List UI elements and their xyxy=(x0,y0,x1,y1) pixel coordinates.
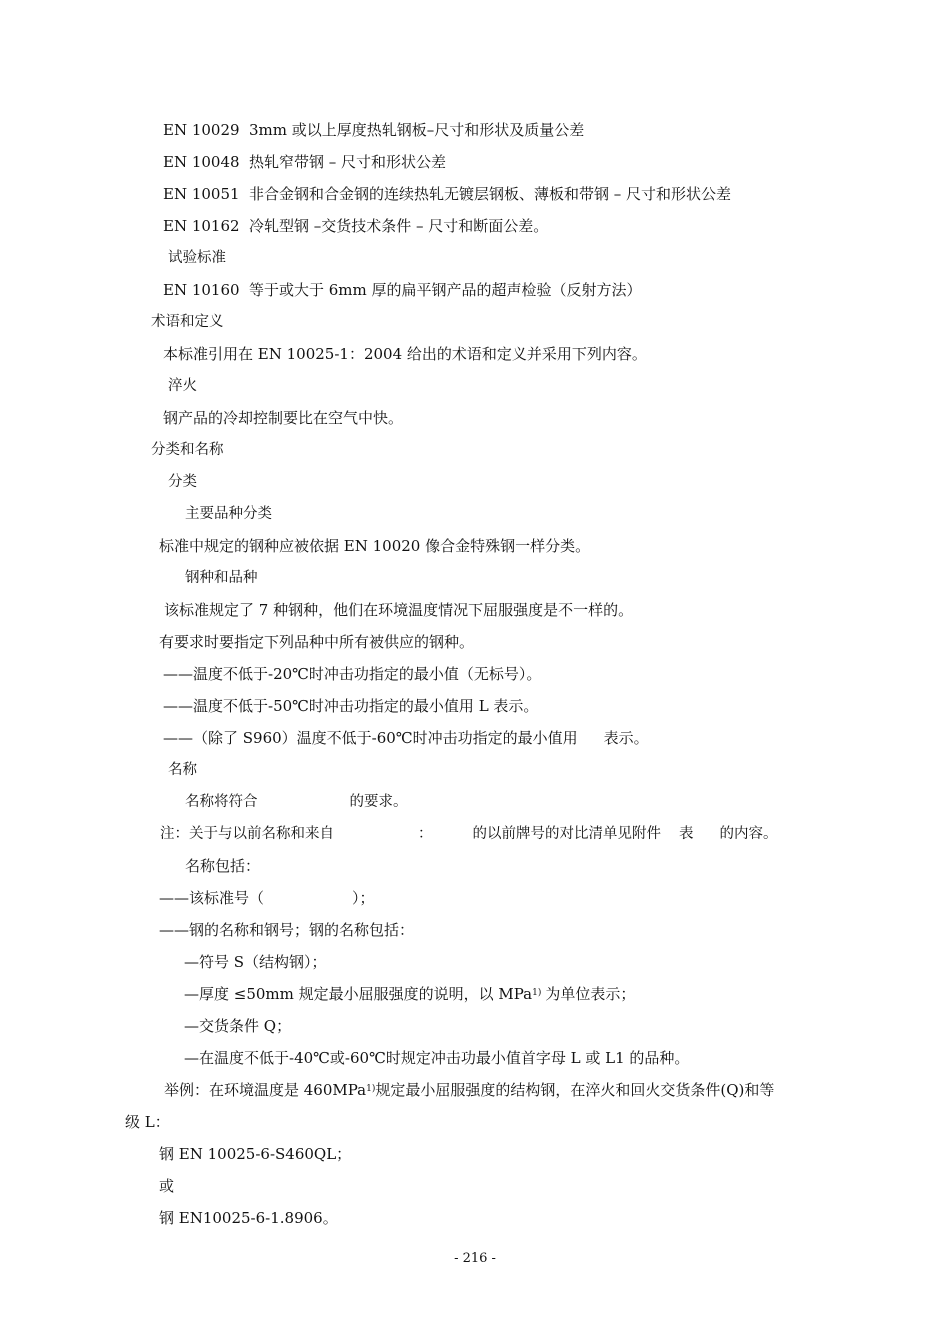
ref-en10162 xyxy=(163,217,548,235)
thickness-text: —厚度 ≤50mm 规定最小屈服强度的说明，以 MPa xyxy=(184,985,533,1003)
example-text-b: 规定最小屈服强度的结构钢，在淬火和回火交货条件(Q)和等 xyxy=(375,1081,775,1099)
standard-number-text: ）； xyxy=(352,889,375,907)
terms-text: 本标准引用在 EN 10025-1：2004 给出的术语和定义并采用下列内容。 xyxy=(163,345,647,363)
designation-text-a: 名称将符合 xyxy=(185,794,258,810)
standard-number-item xyxy=(159,889,375,907)
grade-item: ——温度不低于-20℃时冲击功指定的最小值（无标号）。 xyxy=(163,665,542,683)
designation-note xyxy=(160,825,778,843)
ref-title: 非合金钢和合金钢的连续热轧无镀层钢板、薄板和带钢 – 尺寸和形状公差 xyxy=(249,185,732,203)
ref-en10029 xyxy=(163,121,584,139)
classification-designation-heading: 分类和名称 xyxy=(151,442,224,458)
thickness-text: 为单位表示； xyxy=(545,985,636,1003)
temperature-subitem: —在温度不低于-40℃或-60℃时规定冲击功最小值首字母 L 或 L1 的品种。 xyxy=(184,1049,690,1067)
grade-item-text: ——（除了 S960）温度不低于-60℃时冲击功指定的最小值用 xyxy=(163,729,578,747)
ref-en10051 xyxy=(163,185,731,203)
grades-heading: 钢种和品种 xyxy=(185,570,258,586)
standard-number-text: ——该标准号（ xyxy=(159,889,265,907)
main-classes-text: 标准中规定的钢种应被依据 EN 10020 像合金特殊钢一样分类。 xyxy=(159,537,591,555)
grade-item-text: 表示。 xyxy=(603,729,649,747)
ref-code: EN 10048 xyxy=(163,153,240,171)
grade-item xyxy=(163,729,649,747)
example-text-continued: 级 L： xyxy=(125,1113,170,1131)
example-or: 或 xyxy=(159,1177,175,1195)
quench-text: 钢产品的冷却控制要比在空气中快。 xyxy=(163,409,404,427)
footnote-marker: 1) xyxy=(532,988,542,998)
classification-heading: 分类 xyxy=(168,474,197,490)
steel-name-item: ——钢的名称和钢号；钢的名称包括： xyxy=(159,921,415,939)
test-standards-heading: 试验标准 xyxy=(168,250,226,266)
example-line-1: 钢 EN 10025-6-S460QL； xyxy=(159,1145,352,1163)
footnote-marker: 1) xyxy=(366,1084,376,1094)
ref-code: EN 10051 xyxy=(163,185,240,203)
page-number: - 216 - xyxy=(454,1251,496,1266)
designation-text xyxy=(185,793,408,811)
ref-title: 热轧窄带钢 – 尺寸和形状公差 xyxy=(249,153,447,171)
ref-en10160 xyxy=(163,281,642,299)
ref-title: 3mm 或以上厚度热轧钢板–尺寸和形状及质量公差 xyxy=(249,121,585,139)
grades-text-1: 该标准规定了 7 种钢种，他们在环境温度情况下屈服强度是不一样的。 xyxy=(164,601,634,619)
note-text: 的内容。 xyxy=(719,826,778,842)
note-text: ： xyxy=(418,826,433,842)
terms-heading: 术语和定义 xyxy=(151,314,224,330)
example-text-a: 举例：在环境温度是 460MPa xyxy=(164,1081,367,1099)
note-text: 的以前牌号的对比清单见附件 xyxy=(472,826,661,842)
symbol-subitem: —符号 S（结构钢）； xyxy=(184,953,327,971)
grade-item: ——温度不低于-50℃时冲击功指定的最小值用 L 表示。 xyxy=(163,697,539,715)
note-text: 注：关于与以前名称和来自 xyxy=(160,826,334,842)
ref-title: 等于或大于 6mm 厚的扁平钢产品的超声检验（反射方法） xyxy=(249,281,642,299)
ref-title: 冷轧型钢 –交货技术条件 – 尺寸和断面公差。 xyxy=(249,217,549,235)
designation-text-b: 的要求。 xyxy=(349,794,408,810)
thickness-subitem xyxy=(184,985,635,1003)
example-line-2: 钢 EN10025-6-1.8906。 xyxy=(159,1209,338,1227)
designation-heading: 名称 xyxy=(168,762,197,778)
note-text: 表 xyxy=(679,826,694,842)
main-classes-heading: 主要品种分类 xyxy=(185,506,272,522)
delivery-subitem: —交货条件 Q； xyxy=(184,1017,292,1035)
quench-heading: 淬火 xyxy=(168,378,197,394)
designation-includes: 名称包括： xyxy=(185,857,261,875)
ref-en10048 xyxy=(163,153,446,171)
ref-code: EN 10162 xyxy=(163,217,240,235)
ref-code: EN 10160 xyxy=(163,281,240,299)
example-text xyxy=(164,1081,774,1099)
ref-code: EN 10029 xyxy=(163,121,240,139)
grades-text-2: 有要求时要指定下列品种中所有被供应的钢种。 xyxy=(159,633,475,651)
